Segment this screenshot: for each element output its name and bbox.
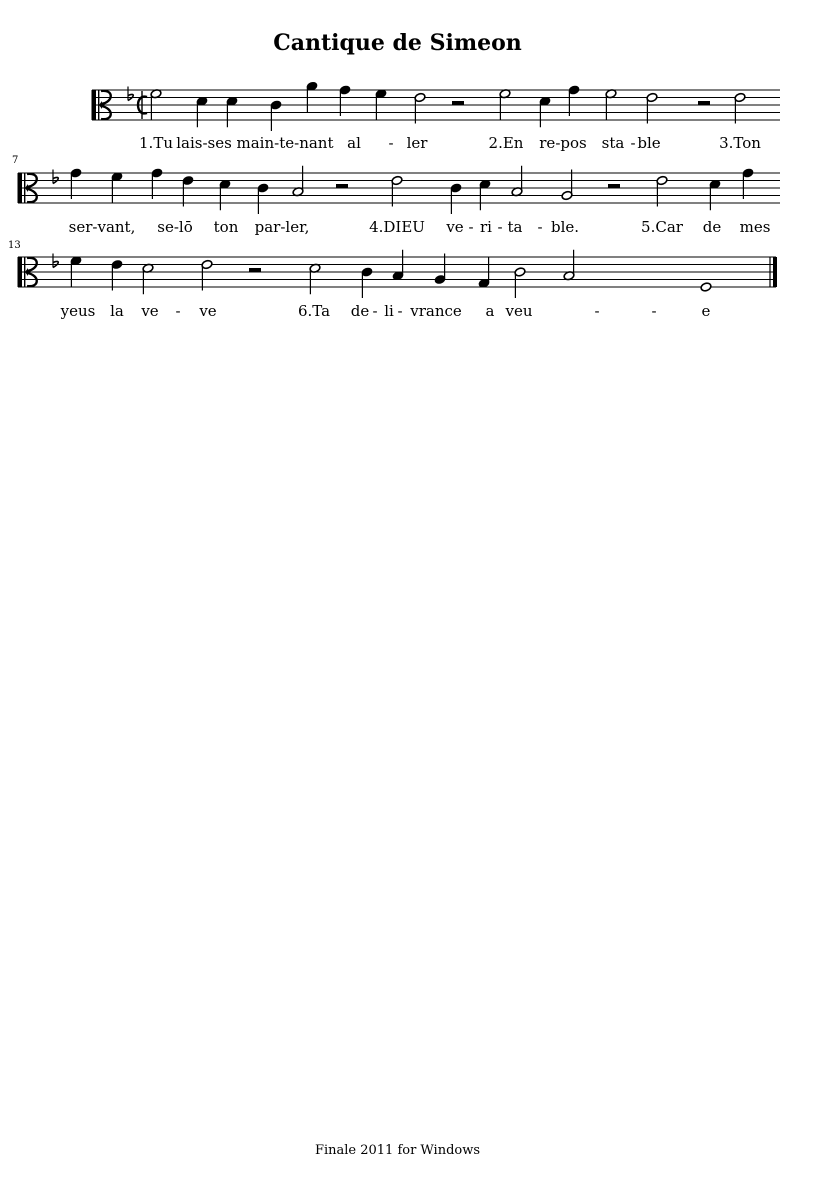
lyric-syllable: 4.DIEU	[369, 218, 425, 236]
half-rest	[452, 101, 464, 105]
half-rest	[698, 101, 710, 105]
lyric-syllable: ble.	[550, 218, 580, 236]
lyric-syllable: vrance	[410, 302, 462, 320]
alto-clef-icon	[99, 101, 102, 109]
lyric-syllable: ser-vant,	[68, 218, 136, 236]
alto-clef-icon	[18, 173, 22, 203]
lyric-syllable: ta	[507, 218, 523, 236]
lyric-syllable: 2.En	[488, 134, 524, 152]
lyric-syllable: li	[384, 302, 394, 320]
measure-number-system-2: 7	[12, 155, 19, 166]
lyric-syllable: se-lō	[157, 218, 193, 236]
lyric-hyphen: -	[651, 302, 657, 320]
lyric-syllable: a	[485, 302, 495, 320]
lyric-hyphen: -	[388, 134, 394, 152]
lyric-hyphen: -	[397, 302, 403, 320]
footer-credit: Finale 2011 for Windows	[314, 1143, 481, 1158]
lyric-syllable: ve	[141, 302, 159, 320]
whole-note	[700, 282, 712, 292]
lyric-hyphen: -	[497, 218, 503, 236]
lyric-syllable: ton	[213, 218, 239, 236]
lyric-syllable: yeus	[60, 302, 96, 320]
lyric-syllable: ble	[637, 134, 661, 152]
lyric-hyphen: -	[372, 302, 378, 320]
score-title: Cantique de Simeon	[273, 30, 522, 56]
lyric-syllable: veu	[505, 302, 533, 320]
lyric-syllable: ler	[406, 134, 428, 152]
lyric-syllable: sta	[601, 134, 625, 152]
alto-clef-icon	[25, 184, 28, 192]
lyric-syllable: al	[347, 134, 361, 152]
lyric-syllable: par-ler,	[254, 218, 310, 236]
lyric-syllable: ve	[446, 218, 464, 236]
lyric-syllable: ri	[480, 218, 492, 236]
lyric-syllable: 3.Ton	[719, 134, 761, 152]
lyric-syllable: 5.Car	[641, 218, 683, 236]
lyric-syllable: 6.Ta	[297, 302, 331, 320]
half-rest	[249, 268, 261, 272]
alto-clef-icon	[18, 257, 22, 287]
lyric-syllable: la	[110, 302, 124, 320]
lyric-syllable: mes	[739, 218, 771, 236]
alto-clef-icon	[92, 90, 96, 120]
lyric-hyphen: -	[630, 134, 636, 152]
lyric-syllable: main-te-nant	[236, 134, 334, 152]
lyric-hyphen: -	[594, 302, 600, 320]
measure-number-system-3: 13	[8, 240, 21, 251]
alto-clef-icon	[25, 268, 28, 276]
lyric-syllable: 1.Tu	[139, 134, 173, 152]
half-rest	[336, 184, 348, 188]
lyric-hyphen: -	[175, 302, 181, 320]
lyric-syllable: ve	[199, 302, 217, 320]
lyric-syllable: lais-ses	[176, 134, 232, 152]
half-rest	[608, 184, 620, 188]
lyric-hyphen: -	[537, 218, 543, 236]
final-barline	[773, 257, 777, 287]
lyric-syllable: de	[350, 302, 370, 320]
lyric-syllable: re-pos	[539, 134, 587, 152]
lyric-syllable: e	[701, 302, 711, 320]
lyric-hyphen: -	[468, 218, 474, 236]
lyric-syllable: de	[702, 218, 722, 236]
